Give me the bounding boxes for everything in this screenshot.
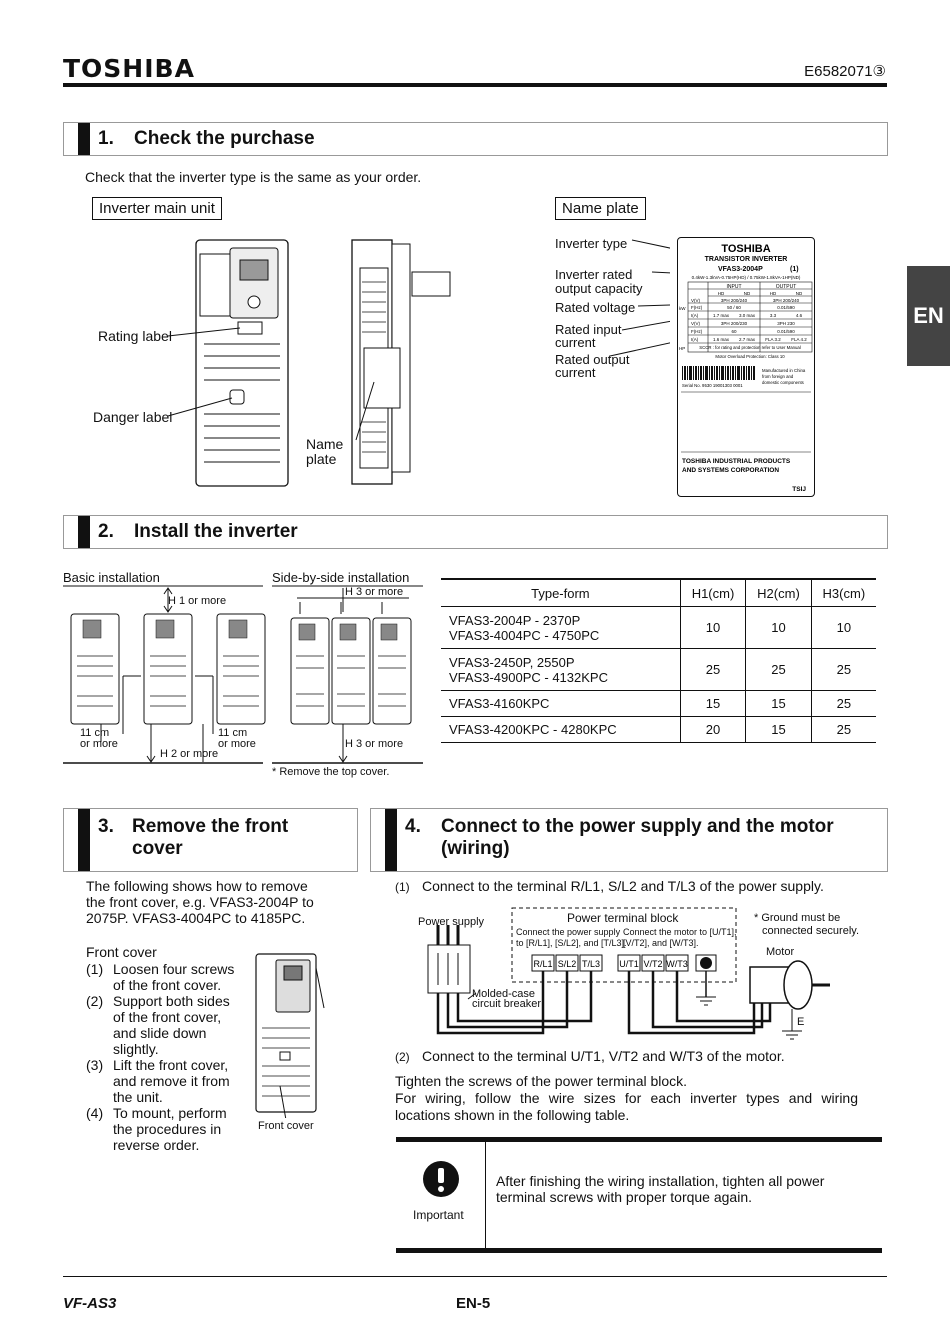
callout-rated-input-1: Rated input [555,322,622,337]
type-cell: VFAS3-4160KPC [441,691,680,717]
plate-i-out-hd: 3.3 [769,313,777,318]
section-title-line-2: cover [132,838,183,859]
plate-side-kw: kW [679,306,686,311]
step-text: of the front cover. [113,977,222,993]
motor-label: Motor [766,946,795,958]
plate-f-out: 0.01/590 [777,305,795,310]
step-text: and slide down [113,1025,207,1041]
side-by-side-label: Side-by-side installation [272,570,410,585]
section-title-line-1: Remove the front [132,816,289,837]
step-text: To mount, perform [113,1105,227,1121]
plate-brand: TOSHIBA [721,243,771,255]
s3-para-3: 2075P. VFAS3-4004PC to 4185PC. [86,910,306,926]
h1-cell: 25 [680,649,745,691]
step-2-text: Connect to the terminal U/T1, V/T2 and W/T3 of the motor. [422,1048,785,1064]
h3-cell: 25 [811,649,876,691]
gap-right-label-2: or more [218,738,256,750]
h2-cell: 15 [746,691,811,717]
terminal-r-l1: R/L1 [533,959,553,969]
footer-model: VF-AS3 [63,1295,117,1312]
section-1-header [63,122,888,156]
plate-made-3: domestic components [762,380,804,385]
power-supply-label: Power supply [418,916,485,928]
plate-i-in2-hd: 1.6 max [712,337,730,342]
type-cell [441,649,680,691]
plate-nd: ND [743,291,751,296]
plate-f-in: 50 / 60 [727,305,741,310]
section-number: 4. [405,816,421,837]
plate-f-out2: 0.01/590 [777,329,795,334]
section-number: 3. [98,816,114,837]
plate-capacity: 0.4kW-1.3kVA-0.75HP(HD) / 0.75kW-1.8kVA-1HP(ND) [691,275,801,280]
section-3-header [63,808,358,872]
plate-i-in-nd: 3.0 max [738,313,756,318]
type-line-2: VFAS3-4004PC - 4750PC [449,627,600,643]
mccb-label-1: Molded-case [472,988,535,1000]
h2-cell: 25 [746,649,811,691]
callout-rated-capacity-2: output capacity [555,281,643,296]
h2-cell: 15 [746,717,811,743]
plate-serial: Serial No. 9530 19001303 0001 [682,383,743,388]
inverter-main-unit-box: Inverter main unit [92,197,222,220]
plate-sccr: SCCR : for rating and protection refer to User Manual [699,345,801,350]
plate-corp-1: TOSHIBA INDUSTRIAL PRODUCTS [682,458,791,465]
important-text-1: After finishing the wiring installation, tighten all power [496,1173,825,1189]
terminal-v-t2: V/T2 [643,959,663,969]
ground-note-1: * Ground must be [754,912,841,924]
plate-kind: TRANSISTOR INVERTER [704,256,788,263]
document-number: E6582071③ [804,63,886,80]
table-row [441,649,876,691]
h1-cell: 10 [680,607,745,649]
section-title: Install the inverter [134,521,298,542]
terminal-w-t3: W/T3 [666,959,688,969]
plate-motor-protection: Motor Overload Protection: Class 10 [715,354,785,359]
plate-hd: HD [769,291,777,296]
section-number: 2. [98,521,114,542]
front-cover-figure [250,948,330,1118]
callout-inverter-type: Inverter type [555,236,628,251]
section-4-header [370,808,888,872]
power-terminal-block-label: Power terminal block [567,911,679,925]
h3-bottom-label: H 3 or more [345,738,404,750]
step-text: Loosen four screws [113,961,235,977]
exclamation-icon [422,1160,460,1198]
h3-cell: 25 [811,691,876,717]
plate-f-in2: 60 [731,329,737,334]
plate-v-in2: 3PH 200/230 [720,321,748,326]
step-text: reverse order. [113,1137,200,1153]
plate-output: OUTPUT [775,284,797,290]
plate-v-out: 3PH 200/240 [772,298,800,303]
plate-i-in-hd: 1.7 max [712,313,730,318]
col-h1: H1(cm) [680,579,745,607]
h3-top-label: H 3 or more [345,586,404,598]
table-row [441,607,876,649]
connect-motor-1: Connect the motor to [U/T1], [623,927,737,937]
section-bar [385,809,397,871]
section-bar [78,123,90,155]
col-h2: H2(cm) [746,579,811,607]
step-text: Lift the front cover, [113,1057,229,1073]
connect-motor-2: [V/T2], and [W/T3]. [623,938,699,948]
step-text: Support both sides [113,993,230,1009]
plate-code: TSIJ [792,486,806,493]
name-plate-box: Name plate [555,197,646,220]
gap-left-label-1: 11 cm [80,727,110,739]
plate-hd: HD [717,291,725,296]
h1-cell: 20 [680,717,745,743]
basic-installation-label: Basic installation [63,570,160,585]
toshiba-logo: TOSHIBA [63,54,195,83]
barcode [682,366,755,380]
type-cell: VFAS3-4200KPC - 4280KPC [441,717,680,743]
table-row [441,691,876,717]
plate-i-in2-nd: 2.7 max [738,337,756,342]
plate-row-ia: I(A) [691,313,699,318]
table-header-row [441,579,876,607]
intro-text: Check that the inverter type is the same as your order. [85,169,422,185]
step-text: and remove it from [113,1073,230,1089]
tighten-text: Tighten the screws of the power terminal block. [395,1073,688,1089]
section-title-line-1: Connect to the power supply and the motor [441,816,834,837]
danger-label-callout: Danger label [93,409,173,425]
ground-note-2: connected securely. [762,925,860,937]
step-text: slightly. [113,1041,159,1057]
plate-row-fhz2: F(Hz) [691,329,703,334]
plate-input: INPUT [726,284,742,290]
step-text: the unit. [113,1089,163,1105]
section-2-header [63,515,888,549]
plate-row-ia2: I(A) [691,337,699,342]
h3-cell: 10 [811,607,876,649]
h3-cell: 25 [811,717,876,743]
table-row [441,717,876,743]
section-title-line-2: (wiring) [441,838,510,859]
rating-label-callout: Rating label [98,328,172,344]
plate-i-out2-nd: FLA 4.2 [791,337,807,342]
section-title: Check the purchase [134,128,315,149]
terminal-u-t1: U/T1 [619,959,639,969]
h1-label: H 1 or more [168,595,227,607]
language-tab: EN [907,266,950,366]
terminal-s-l2: S/L2 [557,959,577,969]
callout-rated-capacity-1: Inverter rated [555,267,633,282]
gap-right-label-1: 11 cm [218,727,248,739]
callout-rated-voltage: Rated voltage [555,300,636,315]
plate-row-vv: V(V) [691,298,700,303]
plate-made-1: Manufactured in China [762,368,806,373]
connect-power-2: to [R/L1], [S/L2], and [T/L3]. [516,938,627,948]
wiring-text-2: locations shown in the following table. [395,1107,630,1123]
front-cover-heading: Front cover [86,944,157,960]
step-number: (3) [86,1057,104,1073]
step-text: the procedures in [113,1121,222,1137]
plate-v-in: 3PH 200/240 [720,298,748,303]
footer-rule [63,1276,887,1277]
connect-power-1: Connect the power supply [516,927,621,937]
mccb-label-2: circuit breaker [472,998,542,1010]
step-2-number: (2) [395,1050,410,1064]
plate-row-fhz: F(Hz) [691,305,703,310]
step-1-text: Connect to the terminal R/L1, S/L2 and T/L3 of the power supply. [422,878,824,894]
col-type-form: Type-form [441,579,680,607]
plate-corp-2: AND SYSTEMS CORPORATION [682,467,780,474]
type-line-2: VFAS3-4900PC - 4132KPC [449,669,608,685]
name-plate-callout-2: plate [306,451,337,467]
terminal-t-l3: T/L3 [581,959,601,969]
section-bar [78,516,90,548]
clearance-table [441,578,876,743]
step-number: (4) [86,1105,104,1121]
plate-phase: (1) [790,266,799,273]
callout-rated-output-2: current [555,365,596,380]
important-label: Important [413,1208,464,1222]
section-number: 1. [98,128,114,149]
important-box [396,1137,882,1253]
step-1-number: (1) [395,880,410,894]
plate-nd: ND [795,291,803,296]
front-cover-fig-label: Front cover [258,1120,314,1132]
type-line-1: VFAS3-2450P, 2550P [449,654,575,670]
callout-rated-input-2: current [555,335,596,350]
s3-para-2: the front cover, e.g. VFAS3-2004P to [86,894,314,910]
h2-label: H 2 or more [160,748,219,760]
s3-para-1: The following shows how to remove [86,878,308,894]
gap-left-label-2: or more [80,738,118,750]
step-text: of the front cover, [113,1009,222,1025]
important-text-2: terminal screws with proper torque again. [496,1189,753,1205]
header-rule [63,83,887,87]
h2-cell: 10 [746,607,811,649]
wiring-text-1: For wiring, follow the wire sizes for each inverter types and wiring [395,1090,858,1106]
plate-v-out2: 3PH 230 [777,321,795,326]
type-cell [441,607,680,649]
name-plate-callout-1: Name [306,436,344,452]
remove-top-cover-note: * Remove the top cover. [272,766,390,778]
col-h3: H3(cm) [811,579,876,607]
plate-row-vv2: V(V) [691,321,700,326]
section-bar [78,809,90,871]
plate-i-out2-hd: FLA 3.2 [765,337,781,342]
earth-label: E [797,1016,805,1028]
callout-rated-output-1: Rated output [555,352,630,367]
step-number: (1) [86,961,104,977]
type-line-1: VFAS3-2004P - 2370P [449,612,581,628]
h1-cell: 15 [680,691,745,717]
plate-model: VFAS3-2004P [718,266,763,273]
plate-i-out-nd: 4.6 [795,313,803,318]
important-divider [485,1142,486,1248]
page-number: EN-5 [456,1295,491,1312]
plate-side-hp: HP [679,346,686,351]
step-number: (2) [86,993,104,1009]
plate-made-2: from foreign and [762,374,794,379]
name-plate [677,237,815,497]
